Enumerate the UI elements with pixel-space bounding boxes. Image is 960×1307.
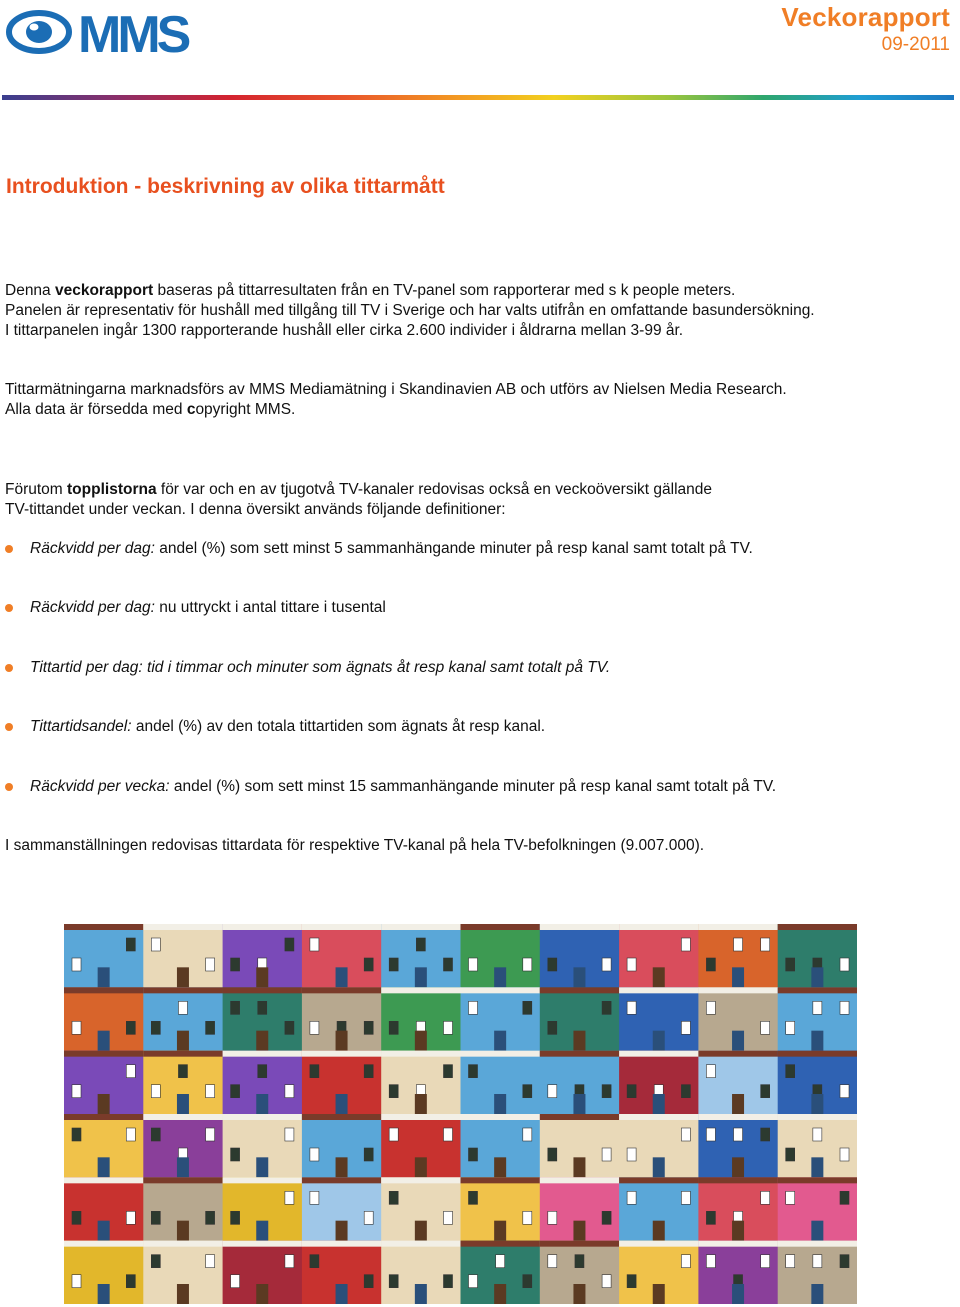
house-facade: [302, 1114, 382, 1178]
definition-term: Tittartid per dag: tid i timmar och minuter som ägnats åt resp kanal samt totalt på TV.: [30, 659, 611, 676]
house-facade: [64, 1241, 144, 1304]
house-facade: [143, 1051, 223, 1115]
house-facade: [698, 987, 778, 1051]
house-facade: [381, 987, 461, 1051]
house-facade: [698, 1241, 778, 1304]
house-facade: [223, 924, 303, 988]
house-facade: [381, 1177, 461, 1241]
definition-description: andel (%) av den totala tittartiden som ägnats åt resp kanal.: [131, 718, 546, 735]
house-facade: [461, 924, 541, 988]
house-facade: [698, 1114, 778, 1178]
definition-term: Tittartidsandel:: [30, 718, 132, 735]
measurement-line-1: Tittarmätningarna marknadsförs av MMS Mediamätning i Skandinavien AB och utförs av Nielsen Media Research.: [5, 381, 787, 398]
house-facade: [698, 1051, 778, 1115]
house-facade: [143, 1241, 223, 1304]
house-facade: [778, 1241, 857, 1304]
house-facade: [778, 1114, 857, 1178]
definitions-intro-paragraph: [5, 480, 950, 520]
house-facade: [619, 1241, 699, 1304]
house-facade: [778, 987, 857, 1051]
intro-line-2: Panelen är representativ för hushåll med tillgång till TV i Sverige och har valts utifrån en omfattande basundersökning.: [5, 302, 815, 319]
bullet-icon: [5, 783, 13, 791]
house-facade: [143, 924, 223, 988]
definition-description: andel (%) som sett minst 5 sammanhängande minuter på resp kanal samt totalt på TV.: [154, 540, 753, 557]
house-facade: [540, 1177, 620, 1241]
house-facade: [540, 1051, 620, 1115]
house-facade: [143, 1114, 223, 1178]
house-facade: [461, 1177, 541, 1241]
definition-term: Räckvidd per vecka:: [30, 778, 170, 795]
bullet-icon: [5, 664, 13, 672]
house-facade: [461, 987, 541, 1051]
house-facade: [64, 1177, 144, 1241]
house-facade: [461, 1114, 541, 1178]
definition-term: Räckvidd per dag:: [30, 540, 155, 557]
house-facade: [302, 1051, 382, 1115]
house-facade: [302, 987, 382, 1051]
house-facade: [778, 1177, 857, 1241]
house-facade: [619, 1051, 699, 1115]
house-facade: [540, 987, 620, 1051]
intro-line-3: I tittarpanelen ingår 1300 rapporterande hushåll eller cirka 2.600 individer i åldrarna mellan 3-99 år.: [5, 322, 684, 339]
house-facade: [619, 1114, 699, 1178]
colorful-houses-photo: [64, 924, 857, 1304]
house-facade: [698, 924, 778, 988]
house-facade: [461, 1051, 541, 1115]
house-facade: [64, 1114, 144, 1178]
measurement-paragraph: [5, 380, 950, 420]
house-facade: [64, 924, 144, 988]
header-color-bar: [2, 95, 954, 100]
house-facade: [540, 924, 620, 988]
house-facade: [302, 924, 382, 988]
house-facade: [619, 1177, 699, 1241]
house-facade: [778, 924, 857, 988]
definitions-intro-line-2: TV-tittandet under veckan. I denna översikt används följande definitioner:: [5, 501, 506, 518]
definitions-intro-line-1: Förutom topplistorna för var och en av tjugotvå TV-kanaler redovisas också en veckoöversikt gällande: [5, 481, 713, 498]
house-facade: [778, 1051, 857, 1115]
house-facade: [381, 1114, 461, 1178]
copyright-line: Alla data är försedda med copyright MMS.: [5, 401, 296, 418]
house-facade: [540, 1114, 620, 1178]
mms-logo: [6, 8, 216, 56]
house-facade: [223, 1051, 303, 1115]
house-facade: [381, 1241, 461, 1304]
section-heading: Introduktion - beskrivning av olika tittarmått: [6, 175, 445, 198]
house-facade: [461, 1241, 541, 1304]
house-facade: [223, 987, 303, 1051]
bullet-icon: [5, 545, 13, 553]
house-facade: [223, 1114, 303, 1178]
house-facade: [381, 924, 461, 988]
house-facade: [619, 987, 699, 1051]
house-facade: [64, 987, 144, 1051]
house-facade: [223, 1241, 303, 1304]
house-facade: [619, 924, 699, 988]
report-title: Veckorapport: [781, 2, 950, 32]
intro-line-1: Denna veckorapport baseras på tittarresultaten från en TV-panel som rapporterar med s k people meters.: [5, 282, 736, 299]
house-facade: [223, 1177, 303, 1241]
summary-paragraph: I sammanställningen redovisas tittardata för respektive TV-kanal på hela TV-befolkningen (9.007.000).: [5, 837, 705, 854]
house-facade: [64, 1051, 144, 1115]
logo-wordmark: MMS: [78, 8, 188, 56]
house-facade: [143, 1177, 223, 1241]
page-header: [0, 0, 960, 104]
intro-paragraph: [5, 281, 950, 341]
bullet-icon: [5, 604, 13, 612]
definition-description: andel (%) som sett minst 15 sammanhängande minuter på resp kanal samt totalt på TV.: [169, 778, 777, 795]
house-facade: [302, 1177, 382, 1241]
definition-description: nu uttryckt i antal tittare i tusental: [154, 599, 386, 616]
report-week: 09-2011: [881, 34, 950, 55]
definition-term: Räckvidd per dag:: [30, 599, 155, 616]
house-facade: [698, 1177, 778, 1241]
house-facade: [302, 1241, 382, 1304]
house-facade: [143, 987, 223, 1051]
bullet-icon: [5, 723, 13, 731]
house-facade: [540, 1241, 620, 1304]
house-facade: [381, 1051, 461, 1115]
